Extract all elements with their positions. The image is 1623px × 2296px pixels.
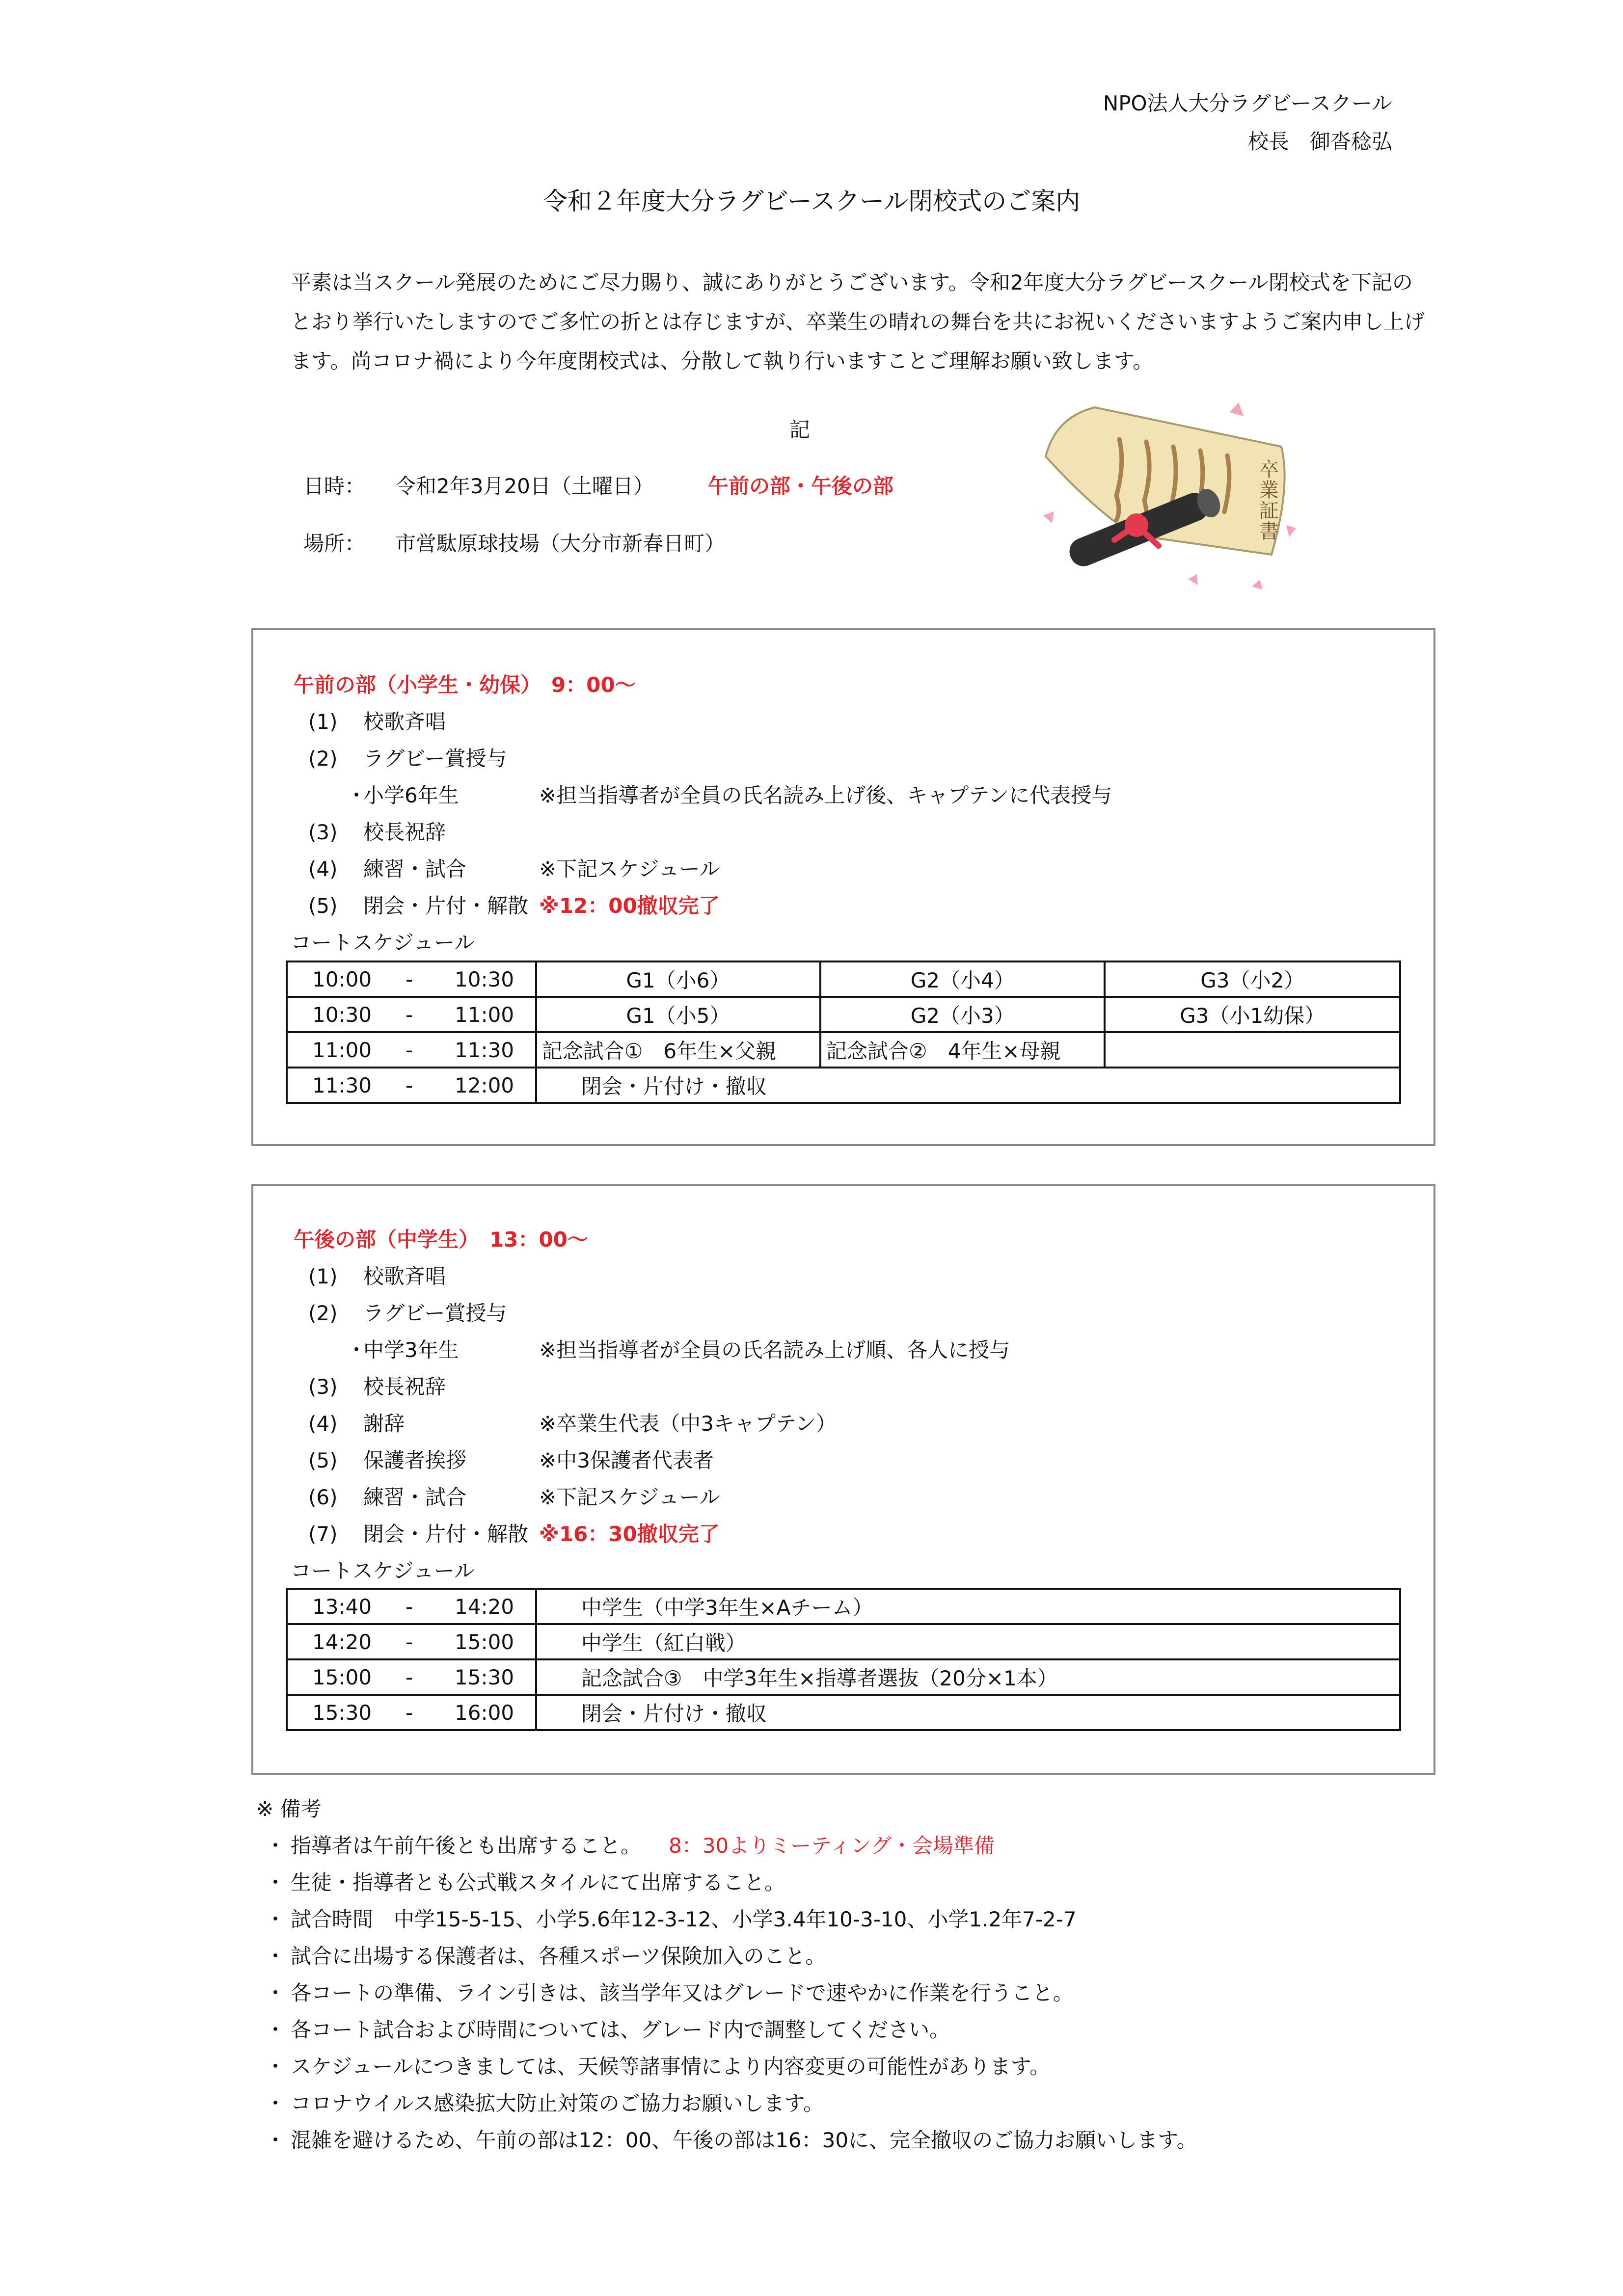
afternoon-item-label-7: 練習・試合 [363,1485,467,1509]
remark-item-2: 生徒・指導者とも公式戦スタイルにて出席すること。 [291,1870,785,1895]
morning-item-num-2: (2) [308,747,338,771]
remark-bullet: ・ [265,1870,286,1895]
remark-item-4: 試合に出場する保護者は、各種スポーツ保険加入のこと。 [291,1944,826,1968]
remark-bullet: ・ [265,1907,286,1931]
time-dash: - [406,1629,413,1654]
afternoon-item-num-5: (4) [308,1412,338,1436]
remark-item-6: 各コート試合および時間については、グレード内で調整してください。 [291,2018,950,2042]
activity-cell: 中学生（紅白戦） [536,1624,1400,1659]
time-dash: - [406,1002,413,1027]
morning-item-label-6: 閉会・片付・解散 [363,894,529,918]
remark-item-5: 各コートの準備、ライン引きは、該当学年又はグレードで速やかに作業を行うこと。 [291,1981,1074,2005]
afternoon-item-num-8: (7) [308,1522,338,1546]
court-g3-cell [1105,1032,1400,1068]
morning-item-label-1: 校歌斉唱 [363,710,446,734]
remark-item-9: 混雑を避けるため、午前の部は12：00、午後の部は16：30に、完全撤収のご協力お願いします。 [291,2128,1197,2152]
court-g3-cell: G3（小1幼保） [1105,997,1400,1032]
afternoon-item-note-5: ※卒業生代表（中3キャプテン） [539,1412,837,1436]
time-dash: - [406,967,413,991]
afternoon-item-num-3: ・ [346,1338,367,1362]
afternoon-item-label-5: 謝辞 [363,1412,405,1436]
intro-line-2: とおり挙行いたしますのでご多忙の折とは存じますが、卒業生の晴れの舞台を共にお祝いくださいますようご案内申し上げ [291,310,1425,334]
remark-bullet: ・ [265,1981,286,2005]
remark-bullet: ・ [265,1834,286,1858]
morning-item-num-3: ・ [346,783,367,807]
time-dash: - [406,1073,413,1097]
morning-item-note-6: ※12：00撤収完了 [539,894,720,918]
table-row [287,1695,1400,1730]
remark-item-8: コロナウイルス感染拡大防止対策のご協力お願いします。 [291,2091,824,2115]
principal-name: 校長 御沓稔弘 [1247,130,1392,154]
time-end: 12:00 [455,1073,514,1097]
court-g1-cell: G1（小5） [536,997,820,1032]
afternoon-item-label-3: 中学3年生 [363,1338,459,1362]
remark-bullet: ・ [265,2128,286,2152]
remark-item-7: スケジュールにつきましては、天候等諸事情により内容変更の可能性があります。 [291,2055,1051,2079]
court-g2-cell: G2（小4） [820,961,1105,997]
place-value: 市営駄原球技場（大分市新春日町） [395,532,726,556]
time-start: 14:20 [312,1629,372,1654]
morning-item-num-1: (1) [308,710,338,734]
activity-cell: 記念試合③ 中学3年生×指導者選抜（20分×1本） [536,1659,1400,1695]
time-end: 11:00 [455,1002,514,1027]
time-end: 16:00 [455,1700,514,1725]
court-g1-cell: G1（小6） [536,961,820,997]
afternoon-item-note-7: ※下記スケジュール [539,1485,720,1509]
afternoon-item-label-1: 校歌斉唱 [363,1264,446,1288]
ki-marker: 記 [789,418,811,442]
time-cell [287,1589,536,1624]
page-title: 令和２年度大分ラグビースクール閉校式のご案内 [542,187,1081,215]
remark-item-1-red: 8：30よりミーティング・会場準備 [669,1834,995,1858]
remark-item-1: 指導者は午前午後とも出席すること。 [291,1834,642,1858]
time-end: 14:20 [455,1594,514,1619]
afternoon-schedule-title: コートスケジュール [291,1559,475,1583]
afternoon-item-note-6: ※中3保護者代表者 [539,1448,714,1472]
time-end: 15:00 [455,1629,514,1654]
afternoon-heading: 午後の部（中学生） 13：00～ [294,1228,588,1252]
table-row [287,1659,1400,1695]
afternoon-item-label-8: 閉会・片付・解散 [363,1522,529,1546]
time-end: 15:30 [455,1665,514,1689]
diploma-illustration [1036,393,1301,594]
afternoon-schedule-table [286,1588,1401,1731]
time-start: 15:00 [312,1665,372,1689]
remark-bullet: ・ [265,2055,286,2079]
morning-item-label-5: 練習・試合 [363,857,467,881]
activity-cell: 中学生（中学3年生×Aチーム） [536,1589,1400,1624]
court-g3-cell: G3（小2） [1105,961,1400,997]
time-start: 15:30 [312,1700,372,1725]
time-cell [287,1695,536,1730]
closing-cell: 閉会・片付け・撤収 [536,1068,1400,1103]
afternoon-item-label-6: 保護者挨拶 [363,1448,467,1472]
afternoon-item-num-6: (5) [308,1448,338,1472]
table-row [287,1068,1400,1103]
diploma-char-2: 業 [1259,479,1279,502]
remark-bullet: ・ [265,2091,286,2115]
time-cell [287,1659,536,1695]
activity-cell: 閉会・片付け・撤収 [536,1695,1400,1730]
afternoon-item-label-4: 校長祝辞 [363,1375,446,1399]
court-g1-cell: 記念試合① 6年生×父親 [536,1032,820,1068]
remarks-title: ※ 備考 [256,1797,322,1821]
court-g2-cell: 記念試合② 4年生×母親 [820,1032,1105,1068]
morning-schedule-table [286,961,1401,1104]
remark-bullet: ・ [265,1944,286,1968]
time-dash: - [406,1594,413,1619]
diploma-char-1: 卒 [1259,458,1279,481]
time-end: 10:30 [455,967,514,991]
morning-item-num-5: (4) [308,857,338,881]
morning-item-label-2: ラグビー賞授与 [363,747,507,771]
diploma-char-3: 証 [1259,500,1279,522]
remark-bullet: ・ [265,2018,286,2042]
afternoon-item-num-2: (2) [308,1301,338,1325]
time-start: 11:30 [312,1073,372,1097]
morning-item-note-5: ※下記スケジュール [539,857,720,881]
time-dash: - [406,1665,413,1689]
time-end: 11:30 [455,1038,514,1062]
afternoon-item-label-2: ラグビー賞授与 [363,1301,507,1325]
morning-item-num-6: (5) [308,894,338,918]
morning-item-num-4: (3) [308,820,338,844]
afternoon-item-note-8: ※16：30撤収完了 [539,1522,720,1546]
morning-item-label-4: 校長祝辞 [363,820,446,844]
org-name: NPO法人大分ラグビースクール [1103,91,1392,115]
morning-item-label-3: 小学6年生 [363,783,459,807]
intro-line-1: 平素は当スクール発展のためにご尽力賜り、誠にありがとうございます。令和2年度大分ラグビースクール閉校式を下記の [291,270,1413,294]
place-label: 場所： [303,532,366,556]
time-start: 10:30 [312,1002,372,1027]
time-cell [287,961,536,997]
afternoon-item-num-1: (1) [308,1264,338,1288]
court-g2-cell: G2（小3） [820,997,1105,1032]
time-dash: - [406,1700,413,1725]
morning-schedule-title: コートスケジュール [291,931,475,955]
diploma-text [1259,458,1285,543]
table-row [287,997,1400,1032]
afternoon-item-num-7: (6) [308,1485,338,1509]
afternoon-item-note-3: ※担当指導者が全員の氏名読み上げ順、各人に授与 [539,1338,1010,1362]
table-row [287,961,1400,997]
table-row [287,1032,1400,1068]
table-row [287,1624,1400,1659]
time-cell [287,1032,536,1068]
remark-item-3: 試合時間 中学15-5-15、小学5.6年12-3-12、小学3.4年10-3-10、小学1.2年7-2-7 [291,1907,1077,1931]
time-cell [287,1068,536,1103]
time-cell [287,997,536,1032]
time-start: 13:40 [312,1594,372,1619]
time-dash: - [406,1038,413,1062]
morning-item-note-3: ※担当指導者が全員の氏名読み上げ後、キャプテンに代表授与 [539,783,1112,807]
date-label: 日時： [303,474,366,498]
afternoon-item-num-4: (3) [308,1375,338,1399]
date-note: 午前の部・午後の部 [708,474,894,498]
time-cell [287,1624,536,1659]
date-value: 令和2年3月20日（土曜日） [395,474,654,498]
diploma-char-4: 書 [1259,520,1279,543]
time-start: 10:00 [312,967,372,991]
table-row [287,1589,1400,1624]
intro-line-3: ます。尚コロナ禍により今年度閉校式は、分散して執り行いますことご理解お願い致します。 [291,349,1154,373]
time-start: 11:00 [312,1038,372,1062]
morning-heading: 午前の部（小学生・幼保） 9：00～ [294,673,636,697]
